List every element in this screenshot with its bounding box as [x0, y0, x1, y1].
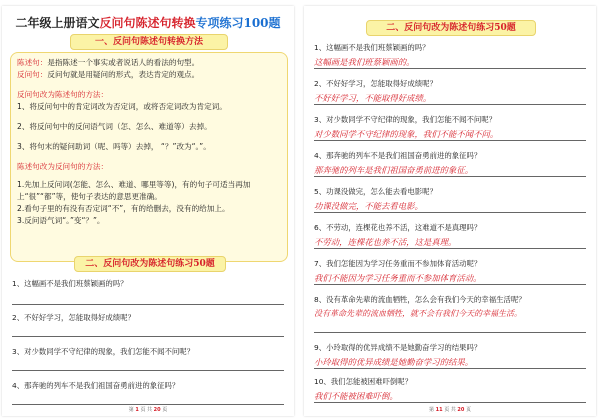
answer-line[interactable]	[314, 248, 586, 249]
page-footer: 第 11 页 共 20 页	[429, 407, 471, 413]
answer-line[interactable]	[314, 140, 586, 141]
question-2: 2、不好好学习，怎能取得好成绩呢？	[314, 79, 437, 88]
question-8: 8、没有革命先辈的流血牺牲，怎么会有我们今天的幸福生活呢？	[314, 295, 526, 304]
section-practice-heading: 二、反问句改为陈述句练习50题	[74, 256, 226, 272]
title-topic: 反问句陈述句转换	[99, 16, 196, 30]
answer-line[interactable]	[314, 284, 586, 285]
method-line: 陈述句改为反问句的方法：	[17, 162, 109, 171]
question-1: 1、这幅画不是我们班蔡颖画的吗？	[314, 43, 430, 52]
answer-line[interactable]	[12, 336, 284, 337]
answer-line[interactable]	[314, 212, 586, 213]
page-footer: 第 1 页 共 20 页	[128, 407, 168, 413]
question-4: 4、那奔驰的列车不是我们祖国奋勇前进的象征吗？	[314, 151, 482, 160]
answer-6: 不劳动，连棵花也养不活，这是真理。	[314, 237, 457, 247]
method-line: 1、将反问句中的肯定词改为否定词，或将否定词改为肯定词。	[17, 102, 227, 111]
question-2: 2、不好好学习，怎能取得好成绩呢？	[12, 313, 135, 322]
answer-line[interactable]	[12, 404, 284, 405]
question-4: 4、那奔驰的列车不是我们祖国奋勇前进的象征吗？	[12, 381, 180, 390]
answer-7: 我们不能因为学习任务重而不参加体育活动。	[314, 273, 482, 283]
answer-1: 这幅画是我们班蔡颖画的。	[314, 57, 415, 67]
page-total: 20	[457, 407, 465, 413]
answer-3: 对少数同学不守纪律的现象，我们不能不闻不问。	[314, 129, 499, 139]
question-3: 3、对少数同学不守纪律的现象，我们怎能不闻不问呢？	[314, 115, 497, 124]
answer-4: 那奔驰的列车是我们祖国奋勇前进的象征。	[314, 165, 474, 175]
page-total: 20	[153, 407, 161, 413]
section-methods-heading: 一、反问句陈述句转换方法	[70, 34, 228, 50]
answer-8: 没有革命先辈的流血牺牲，就不会有我们今天的幸福生活。	[314, 309, 522, 318]
answer-10: 我们不能被困难吓倒。	[314, 391, 398, 401]
answer-line[interactable]	[12, 370, 284, 371]
answer-line[interactable]	[314, 368, 586, 369]
method-line: 1.先加上反问词(怎能、怎么、难道、哪里等等)，有的句子可适当再加	[17, 180, 251, 189]
page-number: 1	[135, 407, 139, 413]
page-number: 11	[435, 407, 443, 413]
question-1: 1、这幅画不是我们班蔡颖画的吗？	[12, 279, 128, 288]
method-line: 2.看句子里的有没有否定词“不”，有的给删去，没有的给加上。	[17, 204, 230, 213]
title-count: 专项练习100题	[195, 16, 281, 30]
answer-line[interactable]	[12, 304, 284, 305]
answer-5: 功课没做完，不能去看电影。	[314, 201, 423, 211]
section-practice-heading: 二、反问句改为陈述句练习50题	[366, 20, 536, 36]
method-line: 2、将反问句中的反问语气词（怎、怎么、难道等）去掉。	[17, 122, 212, 131]
title-grade: 二年级上册语文	[15, 16, 100, 30]
question-3: 3、对少数同学不守纪律的现象，我们怎能不闻不问呢？	[12, 347, 195, 356]
question-9: 9、小玲取得的优异成绩不是她勤奋学习的结果吗？	[314, 343, 482, 352]
answer-line[interactable]	[314, 68, 586, 69]
answer-line[interactable]	[314, 104, 586, 105]
method-line: 上“很”“都”等，使句子表达的意思更准确。	[17, 192, 162, 201]
method-line: 3.反问语气词“。”变“？”。	[17, 216, 105, 225]
answer-line[interactable]	[314, 402, 586, 403]
answer-9: 小玲取得的优异成绩是她勤奋学习的结果。	[314, 357, 474, 367]
method-line: 反问句改为陈述句的方法：	[17, 90, 109, 99]
right-page	[304, 6, 596, 416]
method-line: 陈述句：是指陈述一个事实或者说话人的看法的句型。	[17, 58, 200, 67]
method-line: 反问句：反问句就是用疑问的形式，表达肯定的观点。	[17, 70, 200, 79]
worksheet-title	[2, 14, 294, 31]
methods-box	[10, 52, 288, 262]
left-page	[2, 6, 294, 416]
answer-line[interactable]	[314, 176, 586, 177]
question-10: 10、我们怎能被困难吓倒呢？	[314, 377, 413, 386]
answer-2: 不好好学习，不能取得好成绩。	[314, 93, 432, 103]
question-7: 7、我们怎能因为学习任务重而不参加体育活动呢？	[314, 259, 482, 268]
answer-line[interactable]	[314, 332, 586, 333]
question-5: 5、功课没做完，怎么能去看电影呢？	[314, 187, 437, 196]
method-line: 3、将句末的疑问助词（呢、吗等）去掉， “？”改为“。”。	[17, 142, 211, 151]
question-6: 6、不劳动，连棵花也养不活，这难道不是真理吗？	[314, 223, 482, 232]
